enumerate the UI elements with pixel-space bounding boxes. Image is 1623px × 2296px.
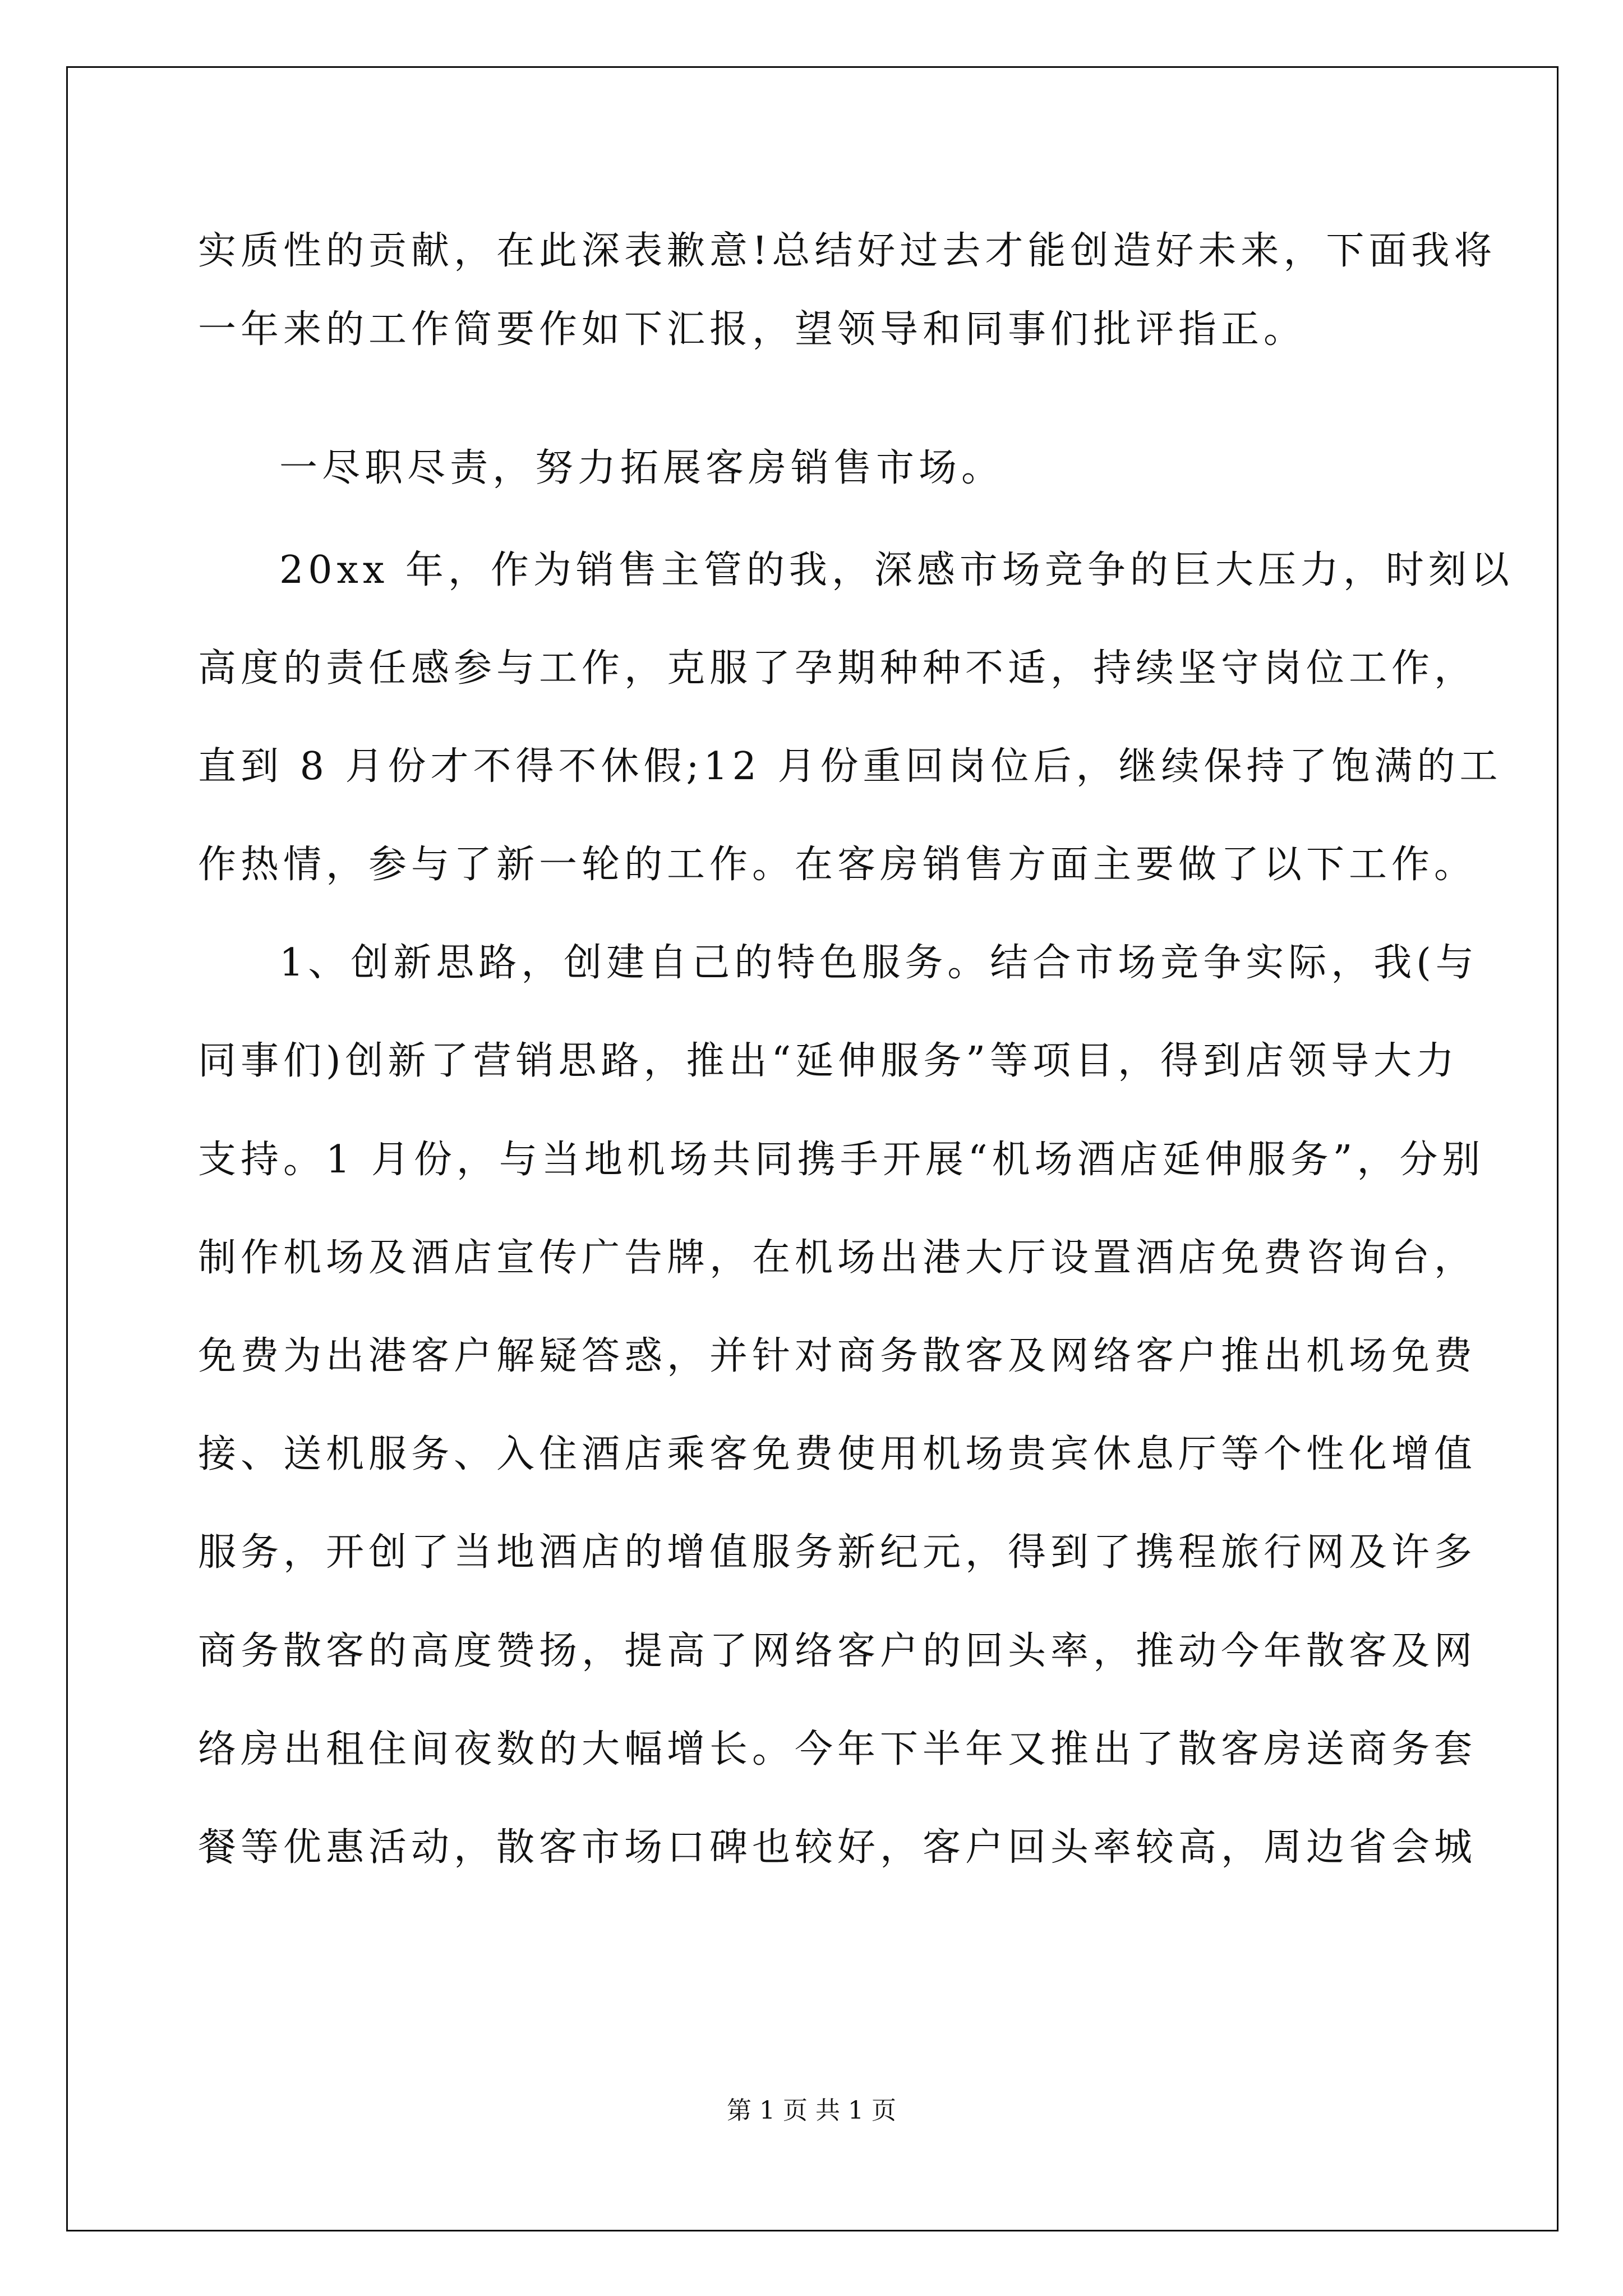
section-heading: 一尽职尽责，努力拓展客房销售市场。 [279,446,1004,490]
paragraph-line: 一年来的工作简要作如下汇报，望领导和同事们批评指正。 [198,307,1307,352]
paragraph-line: 高度的责任感参与工作，克服了孕期种种不适，持续坚守岗位工作， [198,646,1477,691]
paragraph-line: 作热情，参与了新一轮的工作。在客房销售方面主要做了以下工作。 [198,843,1477,887]
paragraph-line: 20xx 年，作为销售主管的我，深感市场竞争的巨大压力，时刻以 [279,548,1514,592]
paragraph-line: 1、创新思路，创建自己的特色服务。结合市场竞争实际，我(与 [279,941,1478,985]
paragraph-line: 免费为出港客户解疑答惑，并针对商务散客及网络客户推出机场免费 [198,1334,1477,1378]
paragraph-line: 餐等优惠活动，散客市场口碑也较好，客户回头率较高，周边省会城 [198,1825,1477,1870]
paragraph-line: 直到 8 月份才不得不休假;12 月份重回岗位后，继续保持了饱满的工 [198,744,1502,789]
paragraph-line: 商务散客的高度赞扬，提高了网络客户的回头率，推动今年散客及网 [198,1629,1477,1673]
paragraph-line: 实质性的贡献，在此深表歉意!总结好过去才能创造好未来，下面我将 [198,229,1497,273]
paragraph-line: 支持。1 月份，与当地机场共同携手开展“机场酒店延伸服务”，分别 [198,1138,1485,1182]
page-footer: 第 1 页 共 1 页 [727,2096,896,2125]
paragraph-line: 服务，开创了当地酒店的增值服务新纪元，得到了携程旅行网及许多 [198,1530,1477,1575]
paragraph-line: 接、送机服务、入住酒店乘客免费使用机场贵宾休息厅等个性化增值 [198,1432,1477,1476]
paragraph-line: 同事们)创新了营销思路，推出“延伸服务”等项目，得到店领导大力 [198,1039,1459,1083]
paragraph-line: 制作机场及酒店宣传广告牌，在机场出港大厅设置酒店免费咨询台， [198,1236,1477,1280]
paragraph-line: 络房出租住间夜数的大幅增长。今年下半年又推出了散客房送商务套 [198,1727,1477,1772]
